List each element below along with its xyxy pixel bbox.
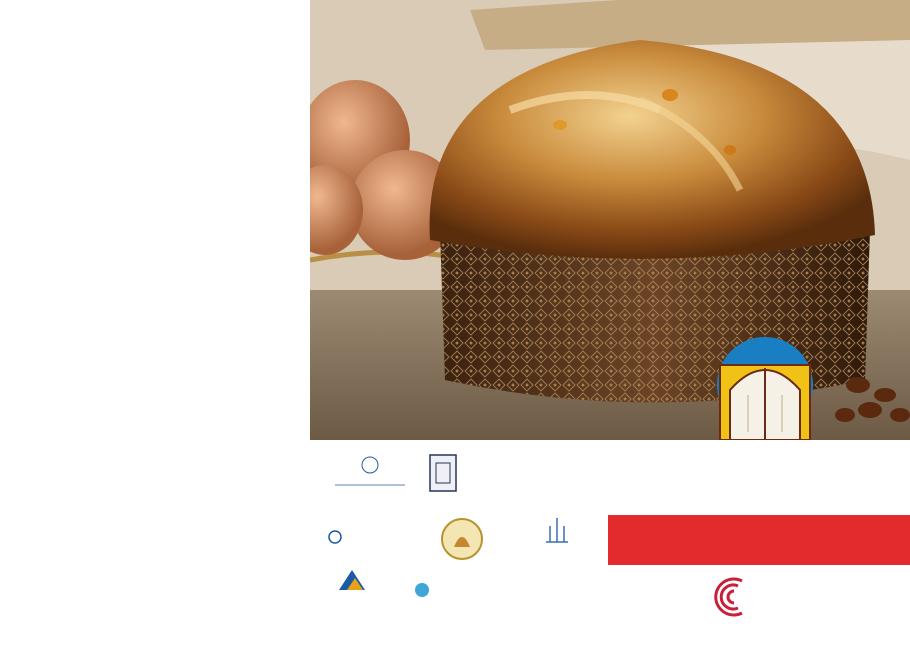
- assofood-peak-icon: [337, 568, 367, 592]
- promoter-globe-icon: [414, 582, 430, 598]
- unione-artigiani-logo: [428, 453, 498, 495]
- panettone-illustration: [310, 0, 910, 440]
- panificatori-seal-icon: [440, 517, 484, 561]
- panificatori-logo: [440, 517, 484, 561]
- confcommercio-logo: [330, 455, 410, 495]
- panettone-emblem-icon: [717, 337, 813, 440]
- epam-cathedral-icon: [542, 516, 572, 544]
- red-banner: [608, 515, 910, 565]
- panettone-photo: [310, 0, 910, 440]
- unione-crest-icon: [428, 453, 458, 493]
- chamber-of-commerce-icon: [708, 575, 752, 619]
- altoga-logo: [510, 576, 600, 600]
- sponsors-area: [310, 440, 910, 649]
- confartigianato-logo-2: [326, 522, 406, 552]
- confartigianato-logo-1: [532, 458, 602, 492]
- promoter-logo: [414, 576, 494, 606]
- assofood-logo: [332, 568, 372, 606]
- directory-column: [0, 0, 300, 649]
- confcommercio-icon: [330, 455, 410, 495]
- confartigianato-circle-icon: [328, 530, 342, 544]
- epam-logo: [542, 516, 572, 556]
